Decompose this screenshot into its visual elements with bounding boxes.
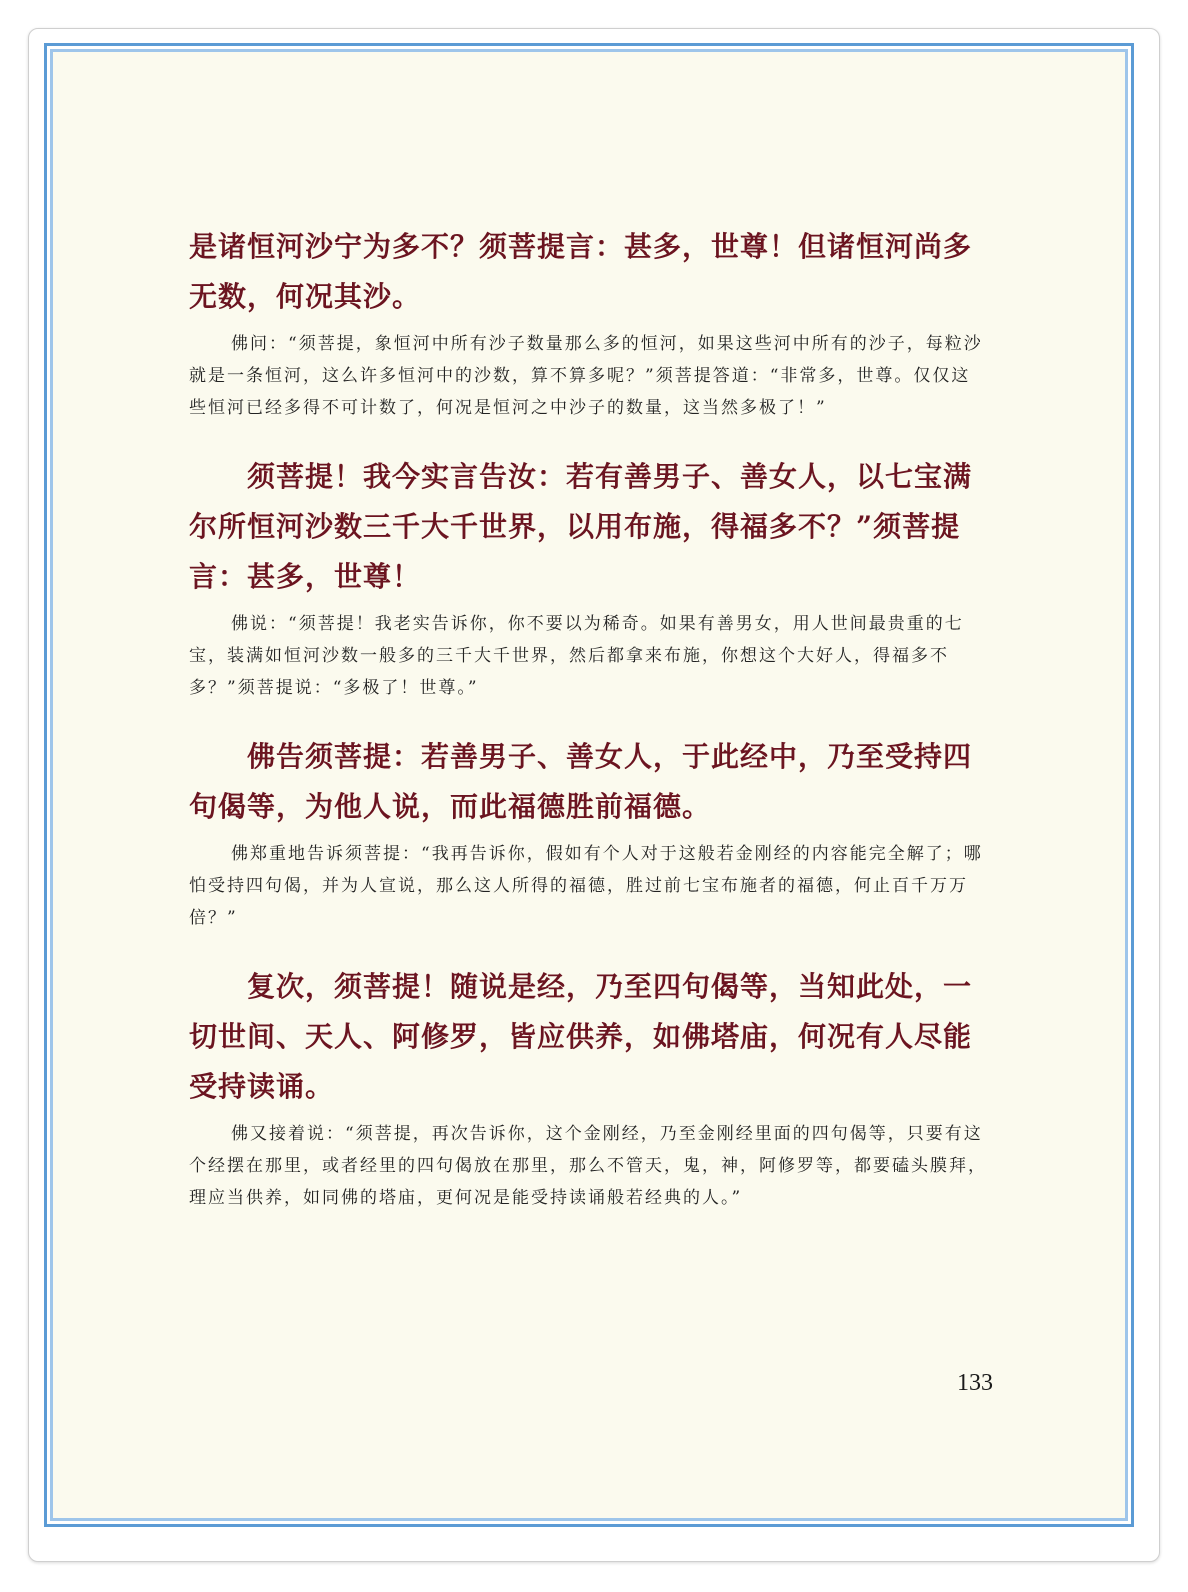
page-border [44,43,1134,1527]
passage-1 [189,222,989,424]
commentary-text: 佛说：“须菩提！我老实告诉你，你不要以为稀奇。如果有善男女，用人世间最贵重的七宝，装满如恒河沙数一般多的三千大千世界，然后都拿来布施，你想这个大好人，得福多不多？”须菩提说：“多极了！世尊。” [189,614,964,698]
commentary-text: 佛又接着说：“须菩提，再次告诉你，这个金刚经，乃至金刚经里面的四句偈等，只要有这个经摆在那里，或者经里的四句偈放在那里，那么不管天，鬼，神，阿修罗等，都要磕头膜拜，理应当供养，如同佛的塔庙，更何况是能受持读诵般若经典的人。” [189,1124,987,1208]
passage-2 [189,452,989,704]
page-number: 133 [957,1370,993,1396]
commentary-text: 佛郑重地告诉须菩提：“我再告诉你，假如有个人对于这般若金刚经的内容能完全解了；哪怕受持四句偈，并为人宣说，那么这人所得的福德，胜过前七宝布施者的福德，何止百千万万倍？” [189,844,983,928]
page-content [189,222,989,1242]
page-surface [50,49,1128,1521]
passage-4 [189,962,989,1214]
scripture-text: 复次，须菩提！随说是经，乃至四句偈等，当知此处，一切世间、天人、阿修罗，皆应供养，如佛塔庙，何况有人尽能受持读诵。 [189,970,973,1103]
commentary-text: 佛问：“须菩提，象恒河中所有沙子数量那么多的恒河，如果这些河中所有的沙子，每粒沙就是一条恒河，这么许多恒河中的沙数，算不算多呢？”须菩提答道：“非常多，世尊。仅仅这些恒河已经多得不可计数了，何况是恒河之中沙子的数量，这当然多极了！” [189,334,983,418]
scripture-text: 须菩提！我今实言告汝：若有善男子、善女人，以七宝满尔所恒河沙数三千大千世界，以用布施，得福多不？”须菩提言：甚多，世尊！ [189,460,973,593]
scripture-text: 佛告须菩提：若善男子、善女人，于此经中，乃至受持四句偈等，为他人说，而此福德胜前福德。 [189,740,973,823]
passage-3 [189,732,989,934]
scripture-text: 是诸恒河沙宁为多不？须菩提言：甚多，世尊！但诸恒河尚多无数，何况其沙。 [189,230,973,313]
